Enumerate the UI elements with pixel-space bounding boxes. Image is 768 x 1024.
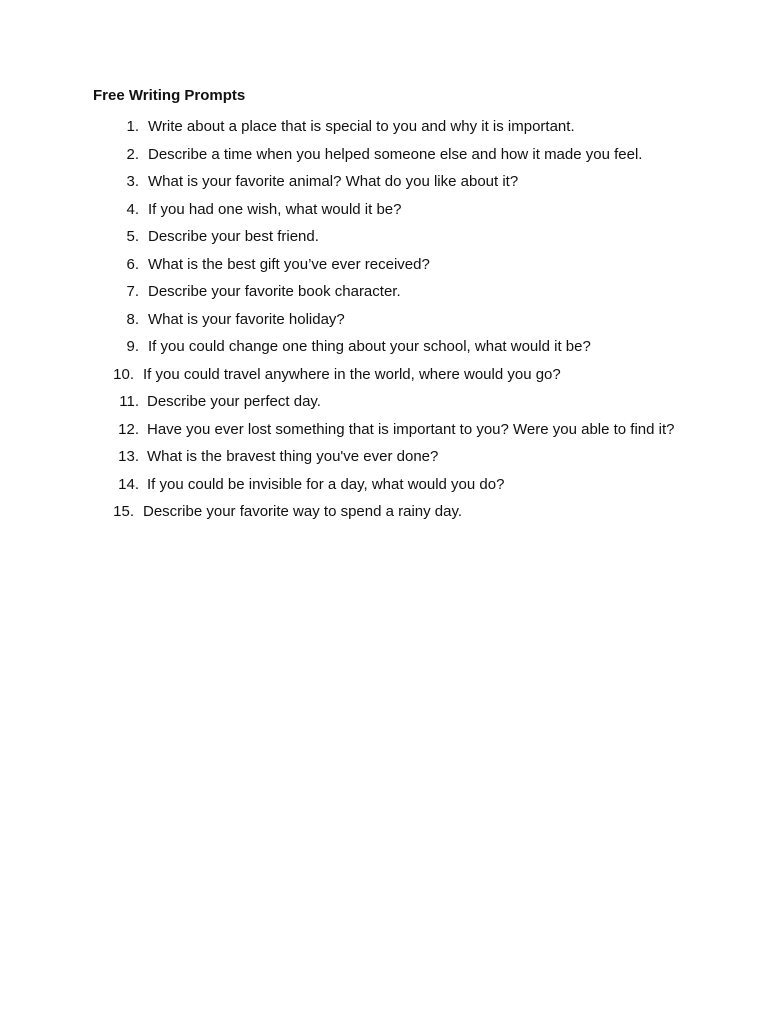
prompt-text: What is the best gift you’ve ever received? (148, 255, 430, 273)
prompt-text: Describe your best friend. (148, 228, 319, 245)
prompt-number: 13. (118, 448, 139, 465)
prompt-item (93, 278, 693, 306)
prompt-list (93, 113, 693, 526)
prompt-item (93, 251, 693, 279)
prompt-text: Write about a place that is special to you and why it is important. (148, 118, 575, 135)
prompt-item (93, 113, 693, 141)
prompt-number: 8. (126, 310, 139, 328)
prompt-text: If you could travel anywhere in the world, where would you go? (143, 365, 561, 383)
prompt-item (93, 443, 693, 471)
prompt-number: 1. (126, 118, 139, 135)
prompt-item (93, 223, 693, 251)
prompt-text: Describe your perfect day. (147, 393, 321, 410)
prompt-number: 5. (126, 228, 139, 245)
prompt-number: 15. (113, 503, 134, 520)
prompt-text: Have you ever lost something that is important to you? Were you able to find it? (147, 420, 675, 438)
prompt-text: If you could be invisible for a day, what would you do? (147, 475, 505, 493)
prompt-item (93, 141, 693, 169)
prompt-item (93, 388, 693, 416)
prompt-number: 2. (126, 145, 139, 163)
prompt-item (93, 498, 693, 526)
prompt-number: 9. (126, 338, 139, 355)
prompt-item (93, 471, 693, 499)
prompt-text: Describe your favorite book character. (148, 283, 401, 300)
prompt-number: 14. (118, 475, 139, 493)
prompt-item (93, 333, 693, 361)
prompt-number: 3. (126, 173, 139, 190)
prompt-text: What is the bravest thing you've ever done? (147, 448, 439, 465)
prompt-text: What is your favorite animal? What do you like about it? (148, 173, 519, 190)
prompt-text: If you could change one thing about your school, what would it be? (148, 338, 591, 355)
prompt-number: 7. (126, 283, 139, 300)
prompt-item (93, 168, 693, 196)
prompt-item (93, 306, 693, 334)
prompt-number: 10. (113, 365, 134, 383)
prompt-item (93, 361, 693, 389)
prompt-text: What is your favorite holiday? (148, 310, 345, 328)
prompt-text: Describe your favorite way to spend a rainy day. (143, 503, 463, 520)
prompt-number: 4. (126, 200, 139, 218)
prompt-number: 11. (119, 393, 139, 410)
prompt-item (93, 416, 693, 444)
prompt-text: Describe a time when you helped someone else and how it made you feel. (148, 145, 643, 163)
document-title: Free Writing Prompts (93, 87, 246, 104)
prompt-number: 6. (126, 255, 139, 273)
prompt-text: If you had one wish, what would it be? (148, 200, 402, 218)
prompt-number: 12. (118, 420, 139, 438)
prompt-item (93, 196, 693, 224)
